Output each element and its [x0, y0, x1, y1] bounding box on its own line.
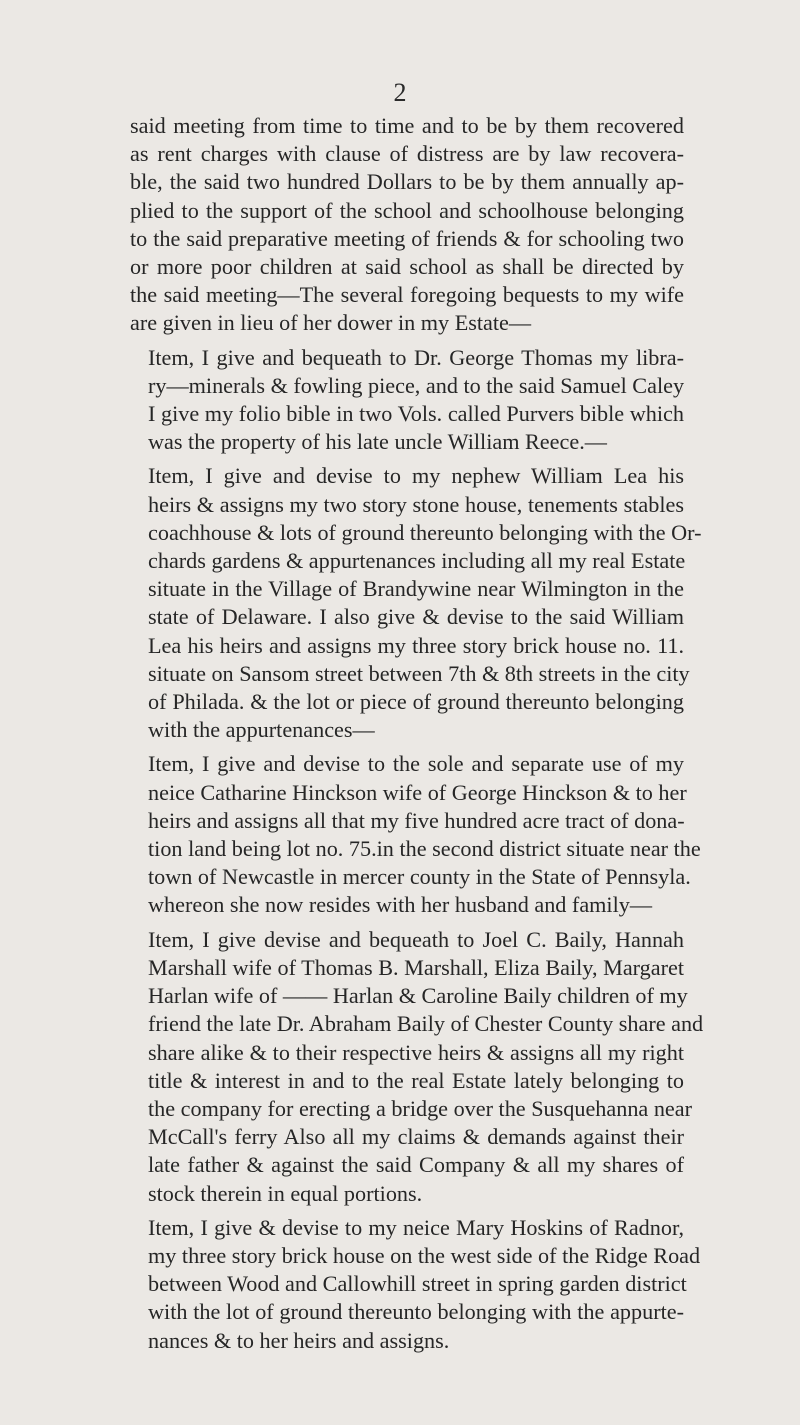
paragraph-item-catharine-hinckson [130, 750, 701, 919]
text-line: Lea his heirs and assigns my three story brick house no. 11. [148, 632, 684, 658]
text-line: stock therein in equal portions. [148, 1180, 423, 1206]
text-line: was the property of his late uncle William Reece.— [148, 429, 607, 455]
text-line: tion land being lot no. 75.in the second district situate near the [148, 836, 701, 862]
text-line: Item, I give & devise to my neice Mary Hoskins of Radnor, [148, 1214, 684, 1240]
text-line: situate in the Village of Brandywine near Wilmington in the [148, 576, 684, 602]
text-line: my three story brick house on the west side of the Ridge Road [148, 1242, 701, 1268]
text-line: heirs and assigns all that my five hundred acre tract of dona- [148, 807, 685, 833]
text-line: I give my folio bible in two Vols. called Purvers bible which [148, 401, 684, 427]
text-line: friend the late Dr. Abraham Baily of Chester County share and [148, 1011, 704, 1037]
text-line: the company for erecting a bridge over the Susquehanna near [148, 1095, 692, 1121]
text-line: heirs & assigns my two story stone house, tenements stables [148, 491, 684, 517]
text-line: share alike & to their respective heirs & assigns all my right [148, 1039, 684, 1065]
text-line: ble, the said two hundred Dollars to be by them annually ap- [130, 169, 684, 195]
document-body [130, 112, 704, 1361]
text-line: said meeting from time to time and to be by them recovered [130, 113, 684, 138]
text-line: whereon she now resides with her husband and family— [148, 892, 653, 918]
text-line: of Philada. & the lot or piece of ground thereunto belonging [148, 689, 684, 715]
text-line: plied to the support of the school and schoolhouse belonging [130, 197, 684, 223]
text-line: Item, I give and devise to the sole and separate use of my [148, 751, 684, 777]
text-line: with the appurtenances— [148, 717, 375, 743]
text-line: town of Newcastle in mercer county in the State of Pennsyla. [148, 864, 691, 890]
text-line: the said meeting—The several foregoing bequests to my wife [130, 282, 684, 308]
text-line: or more poor children at said school as shall be directed by [130, 254, 684, 280]
text-line: as rent charges with clause of distress are by law recovera- [130, 141, 684, 167]
paragraph-item-mary-hoskins [130, 1214, 701, 1355]
paragraph-item-library [130, 344, 684, 457]
text-line: coachhouse & lots of ground thereunto belonging with the Or- [148, 519, 702, 545]
paragraph-item-nephew-william-lea [130, 462, 702, 744]
text-line: state of Delaware. I also give & devise to the said William [148, 604, 684, 630]
text-line: Item, I give devise and bequeath to Joel C. Baily, Hannah [148, 926, 684, 952]
page-number: 2 [393, 78, 407, 107]
text-line: McCall's ferry Also all my claims & demands against their [148, 1124, 684, 1150]
paragraph-item-baily-heirs [130, 926, 704, 1208]
text-line: title & interest in and to the real Estate lately belonging to [148, 1067, 684, 1093]
text-line: Item, I give and devise to my nephew William Lea his [148, 463, 684, 489]
text-line: between Wood and Callowhill street in spring garden district [148, 1271, 687, 1297]
paragraph-intro [130, 112, 684, 338]
text-line: are given in lieu of her dower in my Estate— [130, 310, 532, 336]
text-line: ry—minerals & fowling piece, and to the said Samuel Caley [148, 372, 685, 398]
text-line: Item, I give and bequeath to Dr. George Thomas my libra- [148, 344, 684, 370]
text-line: nances & to her heirs and assigns. [148, 1327, 450, 1353]
text-line: Marshall wife of Thomas B. Marshall, Eliza Baily, Margaret [148, 954, 684, 980]
text-line: to the said preparative meeting of friends & for schooling two [130, 225, 684, 251]
text-line: situate on Sansom street between 7th & 8th streets in the city [148, 660, 690, 686]
text-line: chards gardens & appurtenances including all my real Estate [148, 548, 686, 574]
text-line: with the lot of ground thereunto belonging with the appurte- [148, 1299, 684, 1325]
text-line: late father & against the said Company & all my shares of [148, 1152, 684, 1178]
text-line: Harlan wife of —— Harlan & Caroline Baily children of my [148, 983, 688, 1009]
text-line: neice Catharine Hinckson wife of George Hinckson & to her [148, 779, 687, 805]
